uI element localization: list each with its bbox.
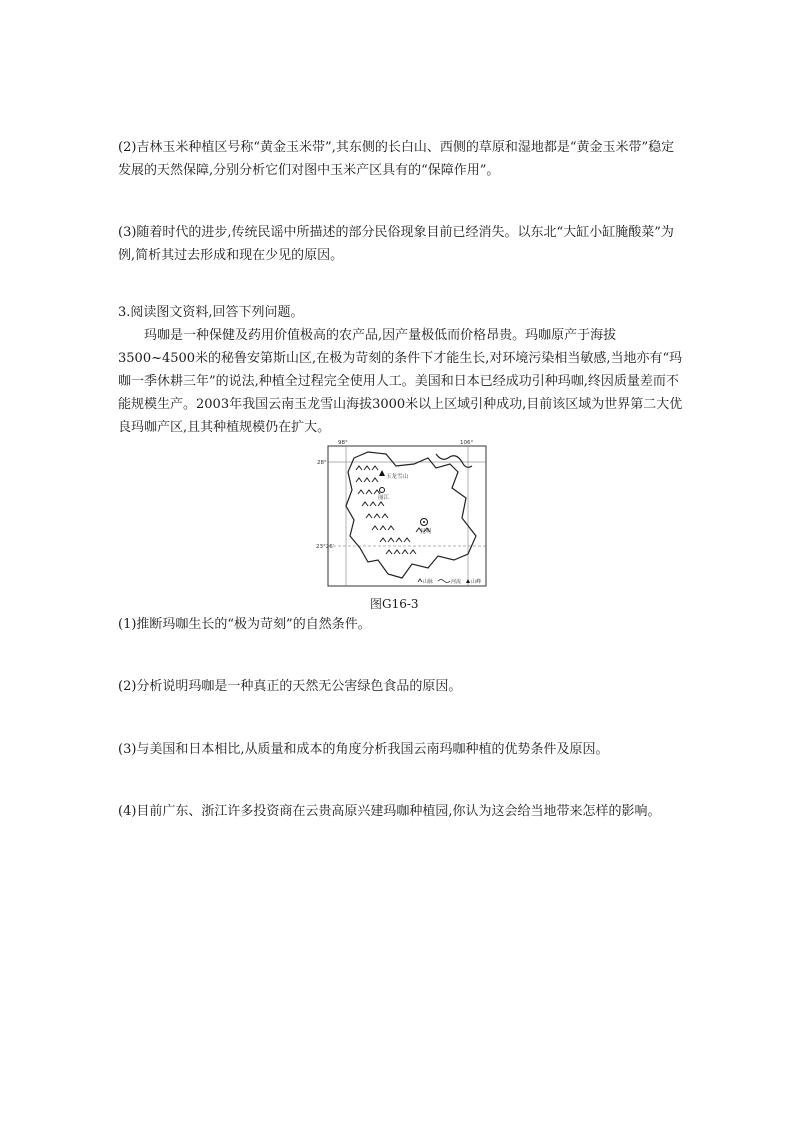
river: [436, 454, 472, 467]
map-legend: [418, 578, 481, 585]
question-3-item-4: (4)目前广东、浙江许多投资商在云贵高原兴建玛咖种植园,你认为这会给当地带来怎样的影响。: [118, 804, 661, 819]
legend-peak: 山峰: [471, 579, 482, 585]
yunnan-map-figure: [316, 436, 488, 592]
lon-right-label: 106°: [460, 440, 474, 446]
lat-top-label: 28°: [317, 460, 327, 466]
lijiang-city-icon: [380, 488, 385, 493]
question-2-part-2: (2)吉林玉米种植区号称“黄金玉米带”,其东侧的长白山、西侧的草原和湿地都是“黄金玉米带”稳定发展的天然保障,分别分析它们对图中玉米产区具有的“保障作用”。: [118, 140, 675, 178]
lon-left-label: 98°: [338, 440, 348, 446]
question-2-part-3: (3)随着时代的进步,传统民谣中所描述的部分民俗现象目前已经消失。以东北“大缸小缸腌酸菜”为例,简析其过去形成和现在少见的原因。: [118, 225, 674, 263]
legend-mountain: 山脉: [423, 579, 434, 585]
city1-label: 丽江: [378, 495, 390, 501]
lat-bottom-label: 23°26′: [316, 544, 334, 550]
peak-icon: [379, 470, 385, 476]
legend-river: 河流: [451, 579, 462, 585]
question-3-item-3: (3)与美国和日本相比,从质量和成本的角度分析我国云南玛咖种植的优势条件及原因。: [118, 742, 609, 757]
question-3-item-2: (2)分析说明玛咖是一种真正的天然无公害绿色食品的原因。: [118, 679, 462, 694]
peak-label: 玉龙雪山: [386, 474, 409, 480]
question-3-intro: 3.阅读图文资料,回答下列问题。: [118, 305, 304, 320]
question-3-passage: 玛咖是一种保健及药用价值极高的农产品,因产量极低而价格昂贵。玛咖原产于海拔3500~4500米的秘鲁安第斯山区,在极为苛刻的条件下才能生长,对环境污染相当敏感,当地亦有“玛咖一季休耕三年”的说法,种植全过程完全使用人工。美国和日本已经成功引种玛咖,终因质量差而不能规模生产。2003年我国云南玉龙雪山海拔3000米以上区域引种成功,目前该区域为世界第二大优良玛咖产区,且其种植规模仍在扩大。: [118, 328, 683, 435]
figure-caption: 图G16-3: [370, 597, 419, 611]
city2-label: 昆明: [420, 529, 432, 535]
question-3-item-1: (1)推断玛咖生长的“极为苛刻”的自然条件。: [118, 617, 371, 632]
province-boundary: [346, 452, 476, 578]
